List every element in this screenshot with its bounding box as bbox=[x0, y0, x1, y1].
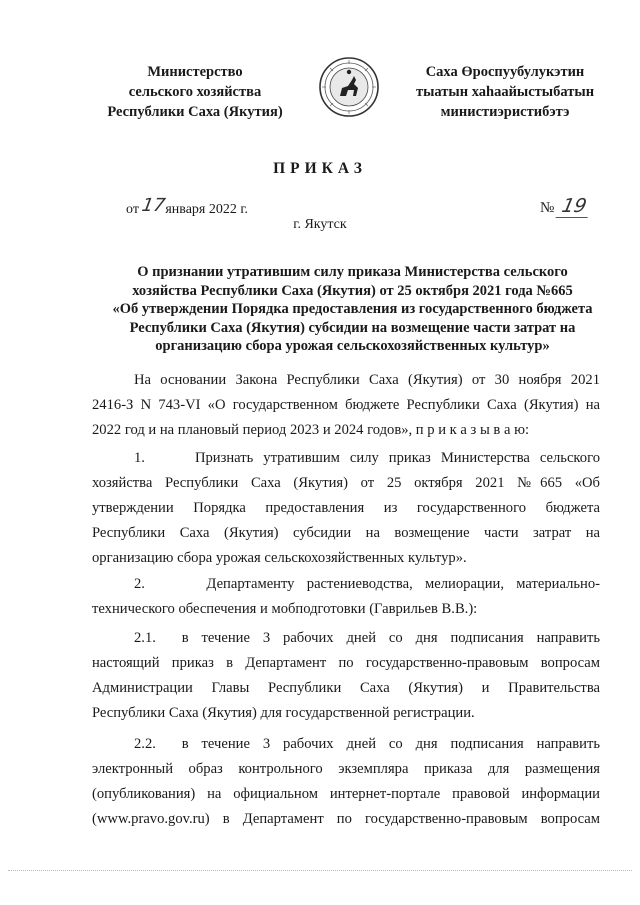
ministry-name-line: сельского хозяйства bbox=[128, 84, 262, 100]
subject-line: Республики Саха (Якутия) субсидии на возмещение части затрат на bbox=[129, 319, 576, 336]
body-line: технического обеспечения и мобподготовки (Гаврильев В.В.): bbox=[92, 601, 478, 617]
body-line: 2.1. в течение 3 рабочих дней со дня подписания направить bbox=[134, 630, 600, 646]
subject-line: хозяйства Республики Саха (Якутия) от 25 октября 2021 года №665 bbox=[132, 282, 573, 299]
ministry-name-line: Саха Өроспуубулукэтин bbox=[425, 64, 585, 80]
subject-line: «Об утверждении Порядка предоставления из государственного бюджета bbox=[112, 301, 593, 317]
item-2-paragraph bbox=[92, 572, 600, 622]
scan-edge-divider bbox=[8, 870, 632, 871]
body-line: Республики Саха (Якутия) для государственной регистрации. bbox=[92, 705, 475, 721]
body-line: 1. Признать утратившим силу приказ Министерства сельского bbox=[134, 450, 600, 466]
item-2-2-paragraph bbox=[92, 732, 600, 832]
ministry-name-line: Республики Саха (Якутия) bbox=[107, 104, 283, 120]
ministry-name-line: министиэристибэтэ bbox=[440, 104, 570, 120]
body-line: 2416-З N 743-VI «О государственном бюджете Республики Саха (Якутия) на bbox=[92, 397, 600, 413]
ministry-name-yakut bbox=[400, 62, 610, 122]
body-line: 2. Департаменту растениеводства, мелиорации, материально- bbox=[134, 576, 600, 592]
date-day-handwritten: 17 bbox=[140, 195, 168, 216]
ministry-name-russian bbox=[100, 62, 290, 122]
ministry-name-line: Министерство bbox=[147, 64, 243, 80]
order-subject bbox=[95, 263, 610, 356]
order-date bbox=[126, 197, 248, 218]
date-month-year: января 2022 г. bbox=[165, 202, 249, 217]
body-line: На основании Закона Республики Саха (Якутия) от 30 ноября 2021 bbox=[134, 372, 600, 388]
body-line: 2022 год и на плановый период 2023 и 2024 годов», п р и к а з ы в а ю: bbox=[92, 422, 530, 438]
subject-line: организацию сбора урожая сельскохозяйственных культур» bbox=[155, 338, 550, 354]
number-sign: № bbox=[540, 200, 555, 216]
document-title: ПРИКАЗ bbox=[273, 160, 367, 177]
body-line: хозяйства Республики Саха (Якутия) от 25 октября 2021 №665 «Об bbox=[92, 475, 600, 491]
date-prefix: от bbox=[126, 202, 139, 217]
body-line: Республики Саха (Якутия) субсидии на возмещение части затрат на bbox=[92, 525, 600, 541]
city: г. Якутск bbox=[293, 217, 347, 232]
body-line: электронный образ контрольного экземпляра приказа для размещения bbox=[92, 761, 600, 777]
item-2-1-paragraph bbox=[92, 626, 600, 726]
body-line: 2.2. в течение 3 рабочих дней со дня подписания направить bbox=[134, 736, 600, 752]
coat-of-arms-emblem bbox=[318, 56, 380, 118]
body-line: (опубликования) на официальном интернет-портале правовой информации bbox=[92, 786, 600, 802]
body-line: Администрации Главы Республики Саха (Якутия) и Правительства bbox=[92, 680, 600, 696]
body-line: (www.pravo.gov.ru) в Департамент по государственно-правовым вопросам bbox=[92, 811, 600, 827]
number-handwritten: 19 bbox=[556, 195, 593, 218]
subject-line: О признании утратившим силу приказа Министерства сельского bbox=[137, 264, 568, 280]
ministry-name-line: тыатын хаһаайыстыбатын bbox=[415, 84, 595, 100]
body-line: утверждении Порядка предоставления из государственного бюджета bbox=[92, 500, 600, 516]
body-line: организацию сбора урожая сельскохозяйственных культур». bbox=[92, 550, 467, 566]
item-1-paragraph bbox=[92, 446, 600, 571]
order-number bbox=[540, 195, 591, 218]
preamble-paragraph bbox=[92, 368, 600, 443]
body-line: настоящий приказ в Департамент по государственно-правовым вопросам bbox=[92, 655, 600, 671]
